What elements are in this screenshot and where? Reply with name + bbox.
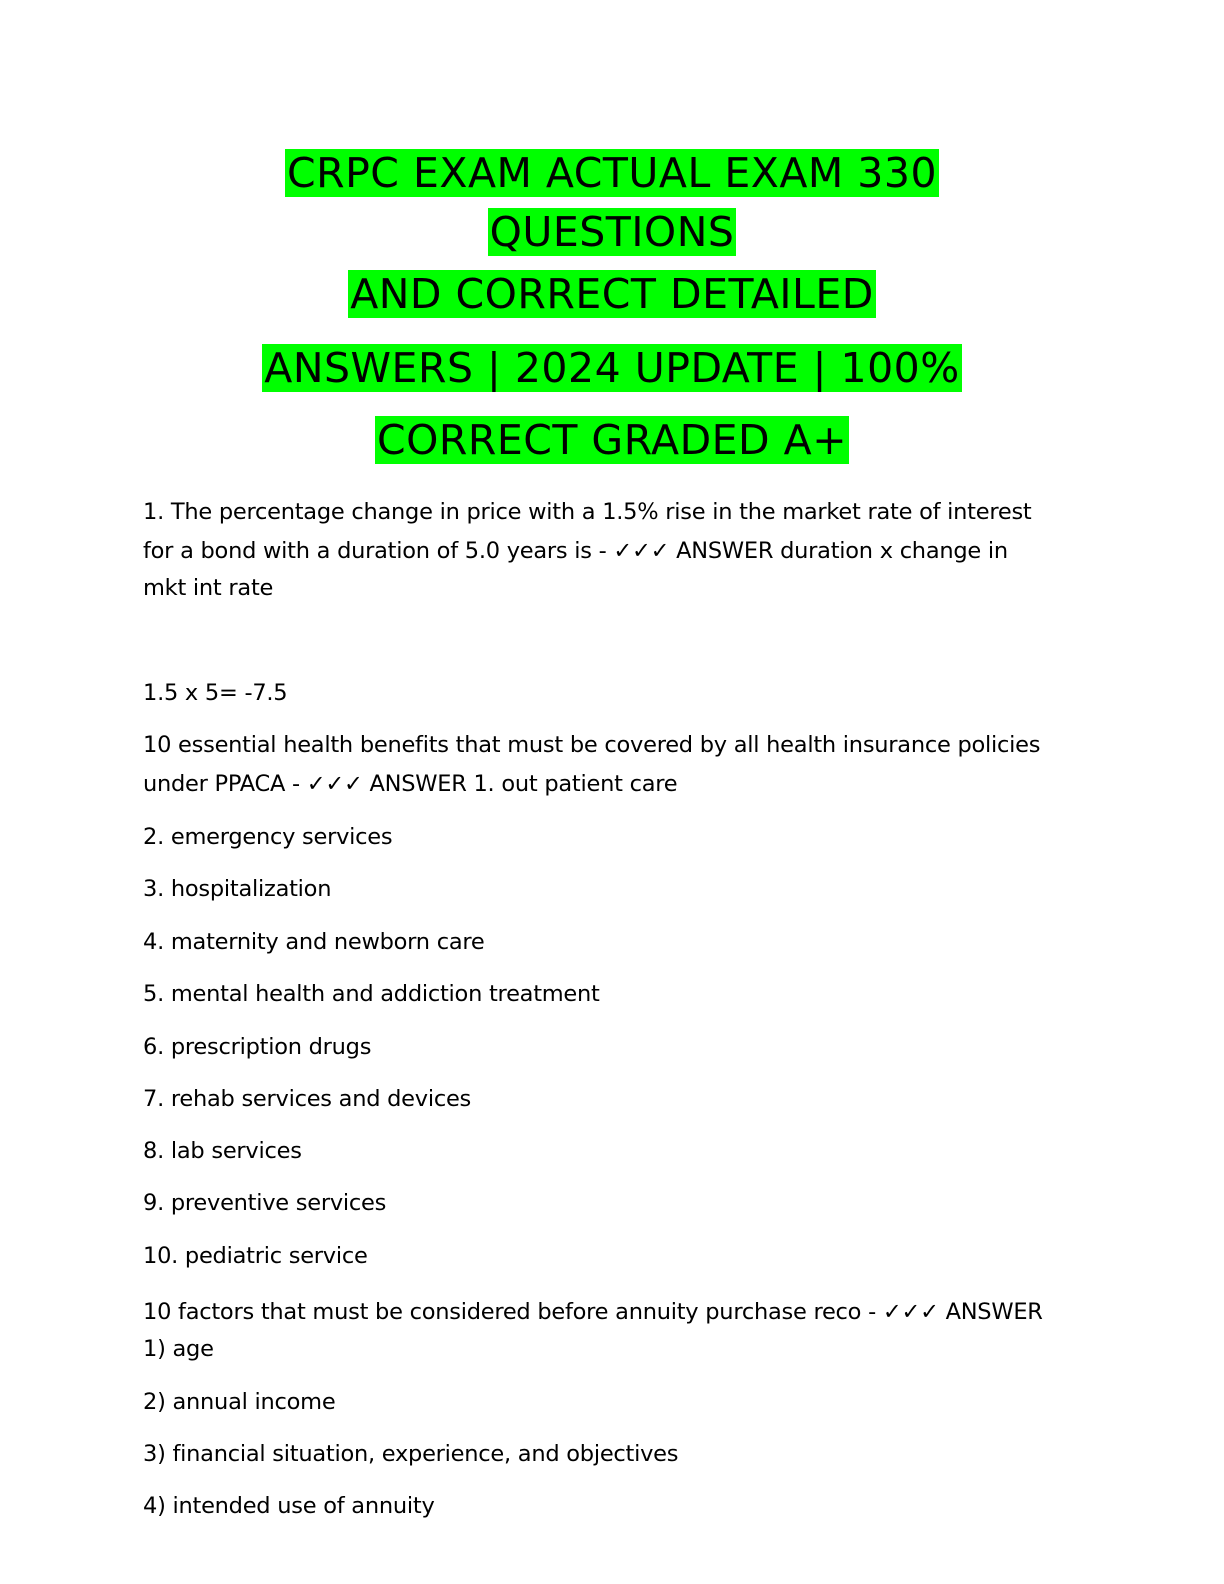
q3-line-1: 10 factors that must be considered before annuity purchase reco - ✓✓✓ ANSWER xyxy=(143,1299,1043,1325)
q3-line-2: 1) age xyxy=(143,1336,214,1362)
list-item: 6. prescription drugs xyxy=(143,1034,372,1060)
list-item: 10. pediatric service xyxy=(143,1243,368,1269)
title-highlight-2: QUESTIONS xyxy=(489,208,735,256)
title-line-3 xyxy=(0,264,1224,324)
title-line-4 xyxy=(0,338,1224,398)
title-highlight-1: CRPC EXAM ACTUAL EXAM 330 xyxy=(286,149,938,197)
list-item: 4. maternity and newborn care xyxy=(143,929,485,955)
q2-line-2: under PPACA - ✓✓✓ ANSWER 1. out patient care xyxy=(143,771,678,797)
q2-line-1: 10 essential health benefits that must be covered by all health insurance policies xyxy=(143,732,1041,758)
list-item: 5. mental health and addiction treatment xyxy=(143,981,600,1007)
title-line-5 xyxy=(0,410,1224,470)
title-line-2 xyxy=(0,202,1224,262)
title-highlight-4: ANSWERS | 2024 UPDATE | 100% xyxy=(264,344,960,392)
list-item: 2. emergency services xyxy=(143,824,393,850)
q1-line-1: 1. The percentage change in price with a 1.5% rise in the market rate of interest xyxy=(143,499,1032,525)
title-highlight-5: CORRECT GRADED A+ xyxy=(376,416,848,464)
list-item: 4) intended use of annuity xyxy=(143,1493,435,1519)
q1-calculation: 1.5 x 5= -7.5 xyxy=(143,680,288,706)
title-highlight-3: AND CORRECT DETAILED xyxy=(350,270,874,318)
list-item: 3. hospitalization xyxy=(143,876,332,902)
list-item: 2) annual income xyxy=(143,1389,336,1415)
title-line-1 xyxy=(0,143,1224,203)
q1-line-3: mkt int rate xyxy=(143,575,274,601)
list-item: 3) financial situation, experience, and objectives xyxy=(143,1441,679,1467)
q1-line-2: for a bond with a duration of 5.0 years is - ✓✓✓ ANSWER duration x change in xyxy=(143,538,1008,564)
list-item: 8. lab services xyxy=(143,1138,302,1164)
list-item: 7. rehab services and devices xyxy=(143,1086,472,1112)
list-item: 9. preventive services xyxy=(143,1190,387,1216)
